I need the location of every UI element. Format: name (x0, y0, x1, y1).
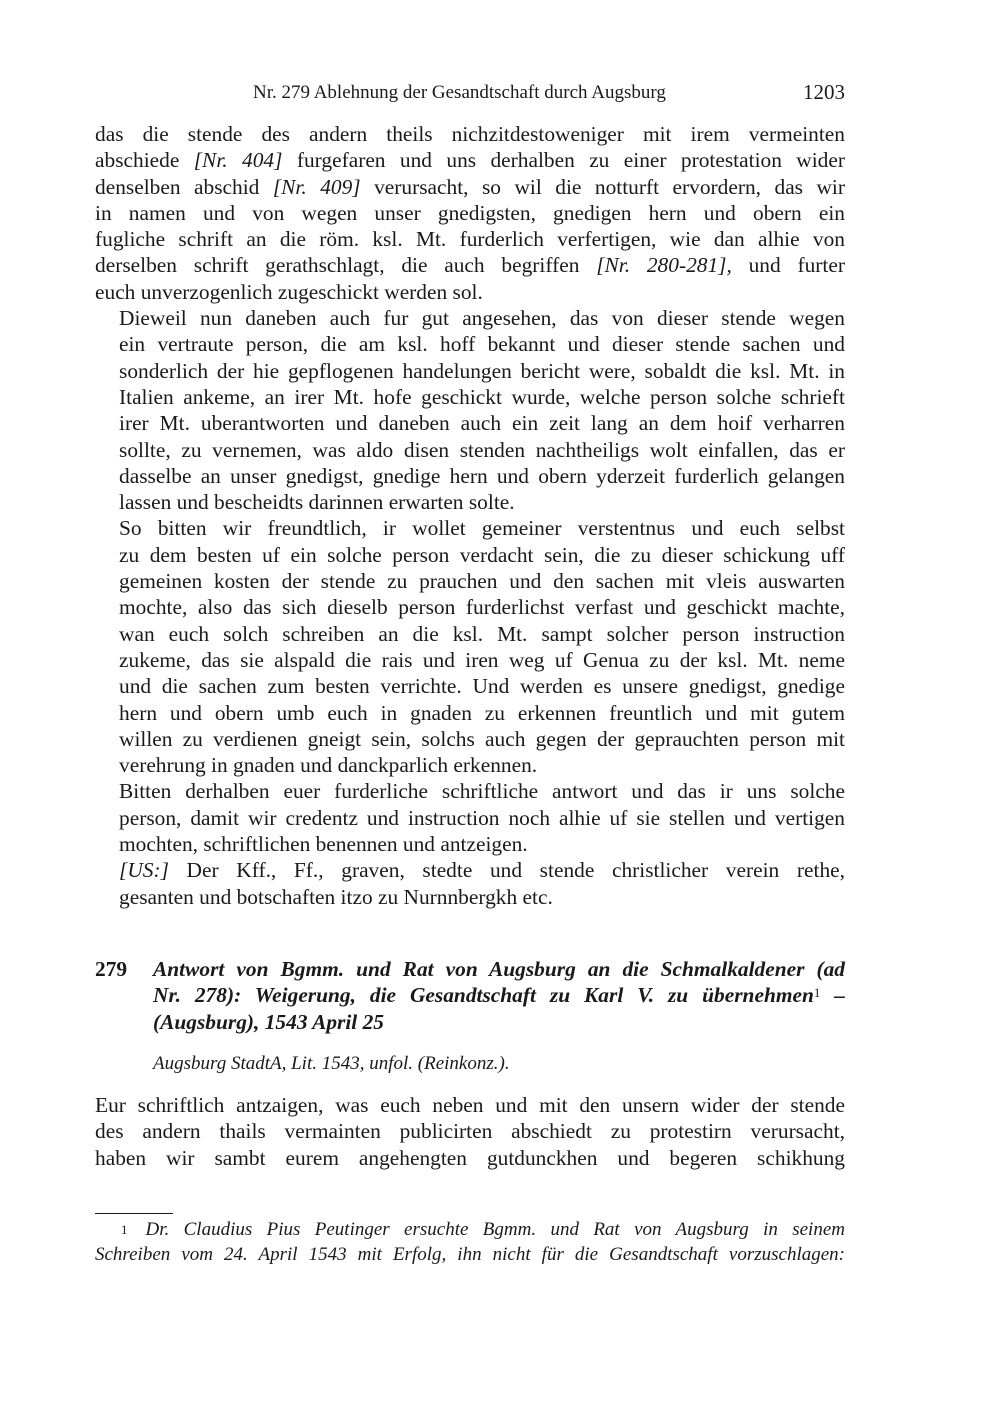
text-line: zukeme, das sie alspald die rais und iren weg uf Genua zu der ksl. Mt. neme (119, 647, 845, 672)
text-line: gemeinen kosten der stende zu prauchen und den sachen mit vleis auswarten (119, 569, 845, 594)
title-run: Nr. 278): Weigerung, die Gesandtschaft zu Karl V. zu übernehmen (153, 983, 814, 1008)
text-line: fugliche schrift an die röm. ksl. Mt. furderlich verfertigen, wie dan alhie von (95, 227, 845, 252)
cross-reference: [Nr. 280-281], (596, 253, 732, 278)
text-line: wan euch solch schreiben an die ksl. Mt. sampt solcher person instruction (119, 621, 845, 646)
text-line (95, 252, 845, 278)
text-line: das die stende des andern theils nichzitdestoweniger mit irem vermeinten (95, 122, 845, 146)
document-title (153, 956, 845, 1035)
text-line: euch unverzogenlich zugeschickt werden sol. (95, 279, 483, 304)
text-line: Italien ankeme, an irer Mt. hofe geschickt wurde, welche person solche schrieft (119, 384, 845, 409)
title-line: (Augsburg), 1543 April 25 (153, 1009, 384, 1034)
text-line: lassen und bescheidts darinnen erwarten solte. (119, 490, 515, 515)
title-line: Antwort von Bgmm. und Rat von Augsburg an die Schmalkaldener (ad (153, 957, 845, 981)
text-line: ein vertraute person, die am ksl. hoff bekannt und dieser stende sachen und (119, 332, 845, 357)
text-line: hern und obern umb euch in gnaden zu erkennen freuntlich und mit gutem (119, 700, 845, 725)
archival-source: Augsburg StadtA, Lit. 1543, unfol. (Reinkonz.). (153, 1053, 510, 1074)
title-line (153, 982, 845, 1008)
text-line: dasselbe an unser gnedigst, gnedige hern und obern yderzeit furderlich gelangen (119, 463, 845, 488)
text-line: So bitten wir freundtlich, ir wollet gemeiner verstentnus und euch selbst (119, 516, 845, 541)
text-line: sollte, zu vernemen, was aldo disen stenden nachtheiligs wolt einfallen, das er (119, 437, 845, 462)
title-run: – (820, 983, 846, 1008)
paragraph-2 (95, 305, 845, 515)
footnote-mark: 1 (121, 1222, 128, 1237)
text-line: Eur schriftlich antzaigen, was euch neben und mit den unsern wider der stende (95, 1093, 845, 1117)
document-heading (95, 956, 845, 1035)
footnote-line (95, 1217, 845, 1242)
text-line (95, 174, 845, 200)
text-run: Der Kff., Ff., graven, stedte und stende christlicher verein rethe, (168, 858, 845, 883)
footnote-divider (95, 1213, 173, 1214)
cross-reference: [Nr. 404] (193, 148, 283, 173)
paragraph-3 (95, 515, 845, 778)
text-line: sonderlich der hie gepflogenen handelungen bericht were, sobaldt die ksl. Mt. in (119, 358, 845, 383)
text-line (95, 857, 845, 883)
editorial-marker: [US:] (119, 858, 169, 883)
letter-body-278 (95, 121, 845, 910)
text-line: gesanten und botschaften itzo zu Nurnnbergkh etc. (119, 884, 553, 909)
page-number: 1203 (803, 80, 845, 104)
paragraph-5-signature (95, 857, 845, 910)
paragraph-4 (95, 778, 845, 857)
text-run: derselben schrift gerathschlagt, die auch begriffen (95, 253, 597, 278)
text-line: person, damit wir credentz und instruction noch alhie uf sie stellen und vertigen (119, 805, 845, 830)
text-run: verursacht, so wil die notturft ervordern, das wir (360, 174, 845, 199)
text-line: des andern thails vermainten publicirten abschiedt zu protestirn verursacht, (95, 1119, 845, 1144)
text-line: mochte, also das sich dieselb person furderlichst verfast und geschickt machte, (119, 595, 845, 620)
cross-reference: [Nr. 409] (272, 174, 361, 199)
text-line: und die sachen zum besten verrichte. Und werden es unsere gnedigst, gnedige (119, 674, 845, 699)
paragraph-1 (95, 121, 845, 305)
footnote-line: Schreiben vom 24. April 1543 mit Erfolg, ihn nicht für die Gesandtschaft vorzuschlagen: (95, 1244, 845, 1265)
text-run: und furter (731, 253, 845, 278)
text-line: in namen und von wegen unser gnedigsten, gnedigen hern und obern ein (95, 200, 845, 225)
running-title: Nr. 279 Ablehnung der Gesandtschaft durch Augsburg (253, 82, 666, 103)
letter-body-279 (95, 1092, 845, 1171)
paragraph-6 (95, 1092, 845, 1171)
footnote-reference: 1 (813, 985, 821, 1001)
text-line: verehrung in gnaden und danckparlich erkennen. (119, 753, 538, 778)
text-run: furgefaren und uns derhalben zu einer protestation wider (282, 148, 845, 173)
text-run: abschiede (95, 148, 194, 173)
text-line (95, 147, 845, 173)
footnote-run: Dr. Claudius Pius Peutinger ersuchte Bgmm. und Rat von Augsburg in seinem (145, 1219, 845, 1240)
text-line: haben wir sambt eurem angehengten gutdunckhen und begeren schikhung (95, 1145, 845, 1170)
text-line: zu dem besten uf ein solche person verdacht sein, die zu dieser schickung uff (119, 542, 845, 567)
running-header (95, 80, 845, 108)
text-line: willen zu verdienen gneigt sein, solchs auch gegen der geprauchten person mit (119, 726, 845, 751)
footnote (95, 1217, 845, 1267)
document-number: 279 (95, 957, 128, 981)
text-line: mochten, schriftlichen benennen und antzeigen. (119, 832, 528, 857)
text-run: denselben abschid (95, 174, 273, 199)
text-line: irer Mt. uberantworten und daneben auch ein zeit lang an dem hoif verharren (119, 411, 845, 436)
text-line: Dieweil nun daneben auch fur gut angesehen, das von dieser stende wegen (119, 306, 845, 331)
text-line: Bitten derhalben euer furderliche schriftliche antwort und das ir uns solche (119, 779, 845, 804)
